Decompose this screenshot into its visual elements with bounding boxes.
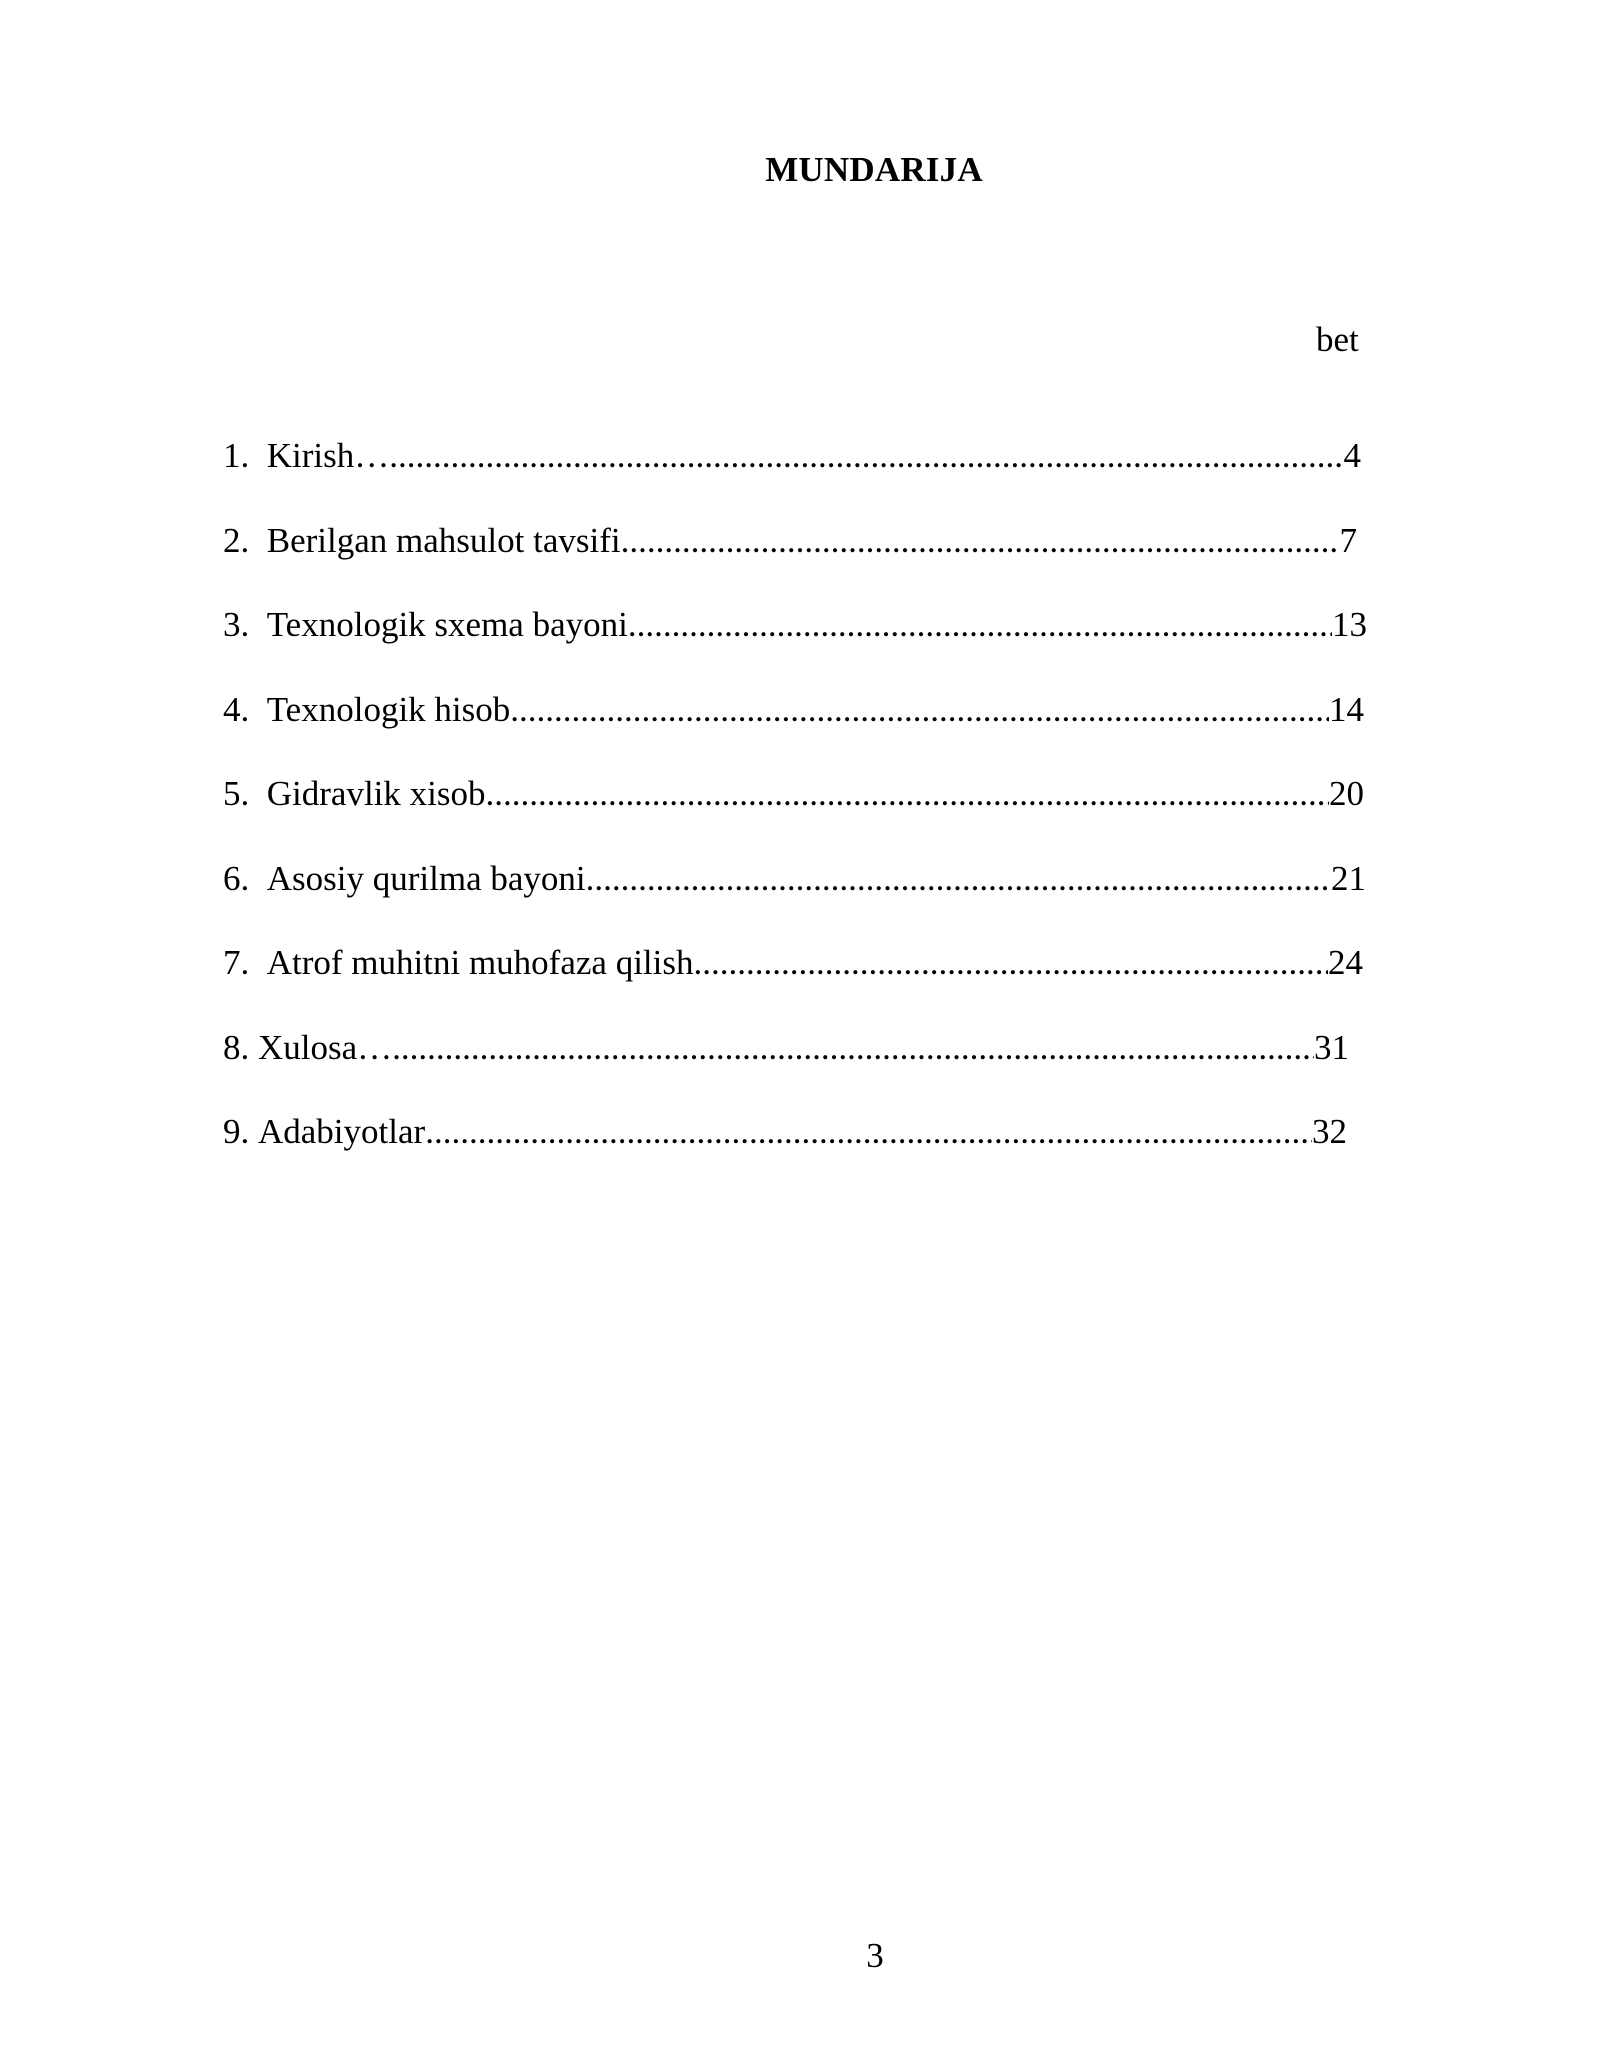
toc-item-number: 2. <box>223 520 267 560</box>
toc-item <box>223 1110 1373 1195</box>
toc-item-title: Atrof muhitni muhofaza qilish <box>266 943 694 982</box>
toc-item-page: 13 <box>1332 605 1367 644</box>
page-column-label: bet <box>1316 320 1359 359</box>
dot-leader <box>392 1026 1314 1070</box>
table-of-contents <box>223 434 1373 1195</box>
toc-item-number: 4. <box>223 689 267 729</box>
toc-item-page: 7 <box>1339 520 1357 560</box>
toc-item <box>223 1026 1373 1111</box>
toc-item-title: Texnologik hisob <box>266 689 511 729</box>
toc-item-number: 8. <box>223 1027 258 1067</box>
toc-item-number: 3. <box>223 605 267 644</box>
dot-leader <box>628 603 1332 647</box>
toc-item <box>223 688 1373 773</box>
toc-item <box>223 519 1373 604</box>
dot-leader <box>425 1110 1312 1154</box>
toc-item-title: Texnologik sxema bayoni <box>266 605 628 644</box>
dot-leader <box>485 772 1329 816</box>
page-title: MUNDARIJA <box>765 150 983 189</box>
toc-item-title: Berilgan mahsulot tavsifi <box>266 520 621 560</box>
toc-item-page: 31 <box>1314 1027 1349 1067</box>
toc-item-number: 9. <box>223 1112 258 1151</box>
toc-item-page: 20 <box>1329 774 1364 813</box>
toc-item-page: 14 <box>1329 689 1364 729</box>
toc-item-title: Gidravlik xisob <box>266 774 486 813</box>
toc-item-page: 32 <box>1312 1112 1347 1151</box>
toc-item-number: 5. <box>223 774 267 813</box>
toc-item-page: 24 <box>1328 943 1363 982</box>
toc-item-title: Kirish… <box>266 436 390 475</box>
page-number: 3 <box>866 1936 884 1975</box>
toc-item-number: 6. <box>223 858 267 898</box>
toc-item-number: 1. <box>223 436 267 475</box>
toc-item-page: 21 <box>1331 858 1366 898</box>
toc-item-title: Adabiyotlar <box>258 1112 426 1151</box>
toc-item <box>223 603 1373 688</box>
dot-leader <box>693 941 1328 985</box>
toc-item <box>223 434 1373 519</box>
toc-item <box>223 772 1373 857</box>
toc-item <box>223 857 1373 942</box>
dot-leader <box>510 688 1329 732</box>
toc-item-title: Asosiy qurilma bayoni <box>266 858 586 898</box>
toc-item-title: Xulosa… <box>258 1027 393 1067</box>
dot-leader <box>586 857 1331 901</box>
dot-leader <box>621 519 1340 563</box>
dot-leader <box>389 434 1343 478</box>
toc-item-number: 7. <box>223 943 267 982</box>
toc-item <box>223 941 1373 1026</box>
toc-item-page: 4 <box>1343 436 1361 475</box>
